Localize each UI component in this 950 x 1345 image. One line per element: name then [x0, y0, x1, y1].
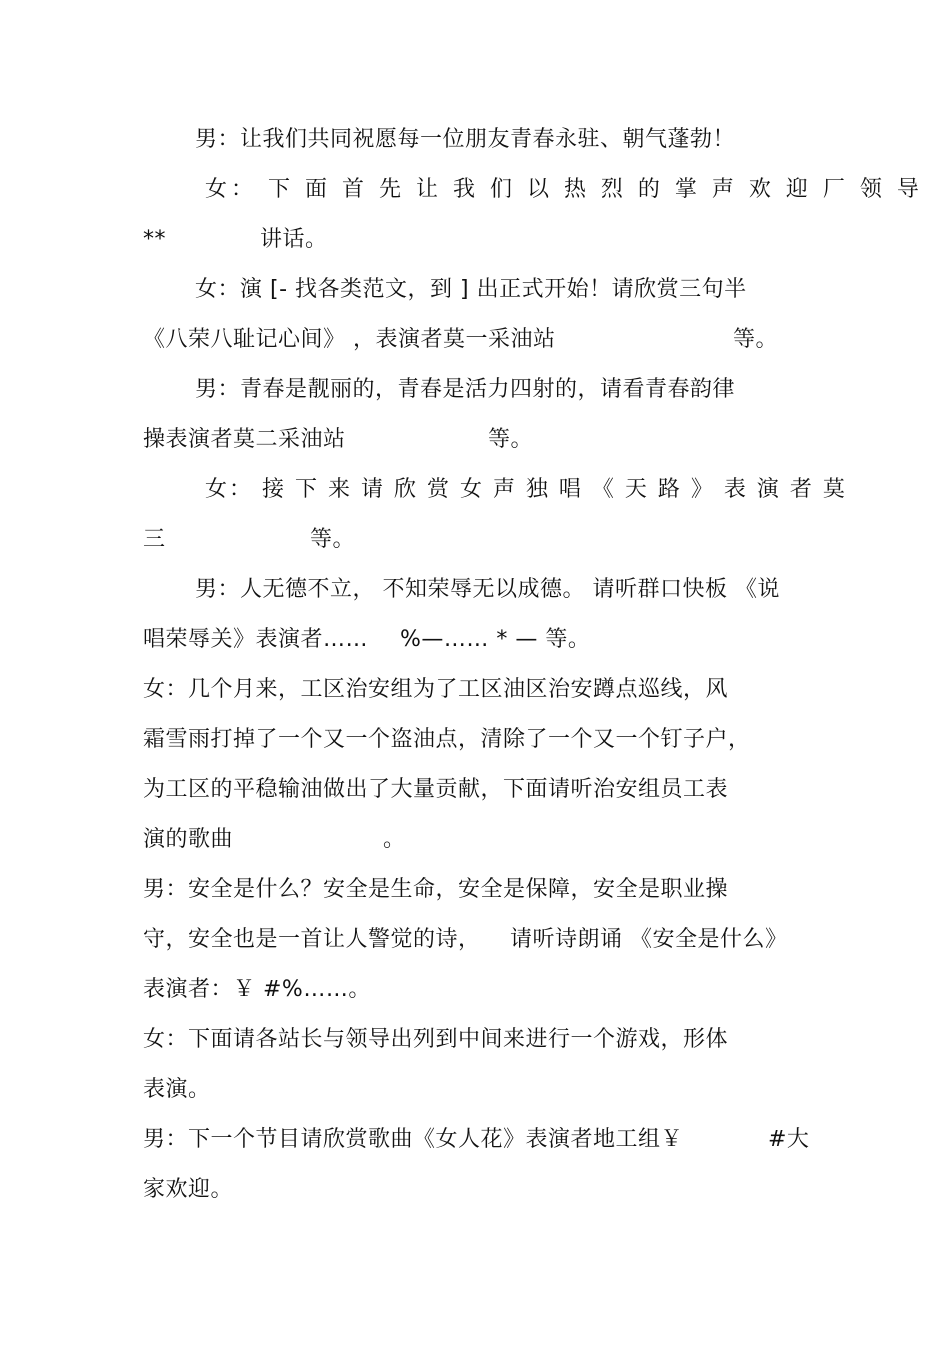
line-4: 女：演 [- 找各类范文，到 ] 出正式开始！请欣赏三句半 [195, 277, 747, 302]
line-3b: 讲话。 [260, 227, 328, 252]
line-7a: 操表演者莫二采油站 [143, 427, 346, 452]
line-7b: 等。 [488, 427, 534, 452]
line-10: 男：人无德不立， 不知荣辱无以成德。 请听群口快板 《说 [195, 577, 780, 602]
line-14: 为工区的平稳输油做出了大量贡献，下面请听治安组员工表 [143, 777, 729, 802]
line-15a: 演的歌曲 [143, 827, 234, 852]
line-11a: 唱荣辱关》表演者…… [143, 627, 369, 652]
line-5a: 《八荣八耻记心间》 ，表演者莫一采油站 [143, 327, 556, 352]
line-2: 女： 下 面 首 先 让 我 们 以 热 烈 的 掌 声 欢 迎 厂 领 导 [205, 177, 923, 202]
line-11b: %—…… * — 等。 [400, 627, 591, 652]
line-18: 表演者：￥ #%……。 [143, 977, 371, 1002]
line-16: 男：安全是什么？安全是生命，安全是保障，安全是职业操 [143, 877, 729, 902]
line-9a: 三 [143, 527, 166, 552]
line-17b: 请听诗朗诵 《安全是什么》 [510, 927, 788, 952]
line-9b: 等。 [310, 527, 356, 552]
line-17a: 守，安全也是一首让人警觉的诗， [143, 927, 481, 952]
line-15b: 。 [383, 827, 406, 852]
line-22: 家欢迎。 [143, 1177, 234, 1202]
line-19: 女：下面请各站长与领导出列到中间来进行一个游戏，形体 [143, 1027, 729, 1052]
line-12: 女：几个月来，工区治安组为了工区油区治安蹲点巡线，风 [143, 677, 729, 702]
line-13: 霜雪雨打掉了一个又一个盗油点，清除了一个又一个钉子户， [143, 727, 751, 752]
line-1: 男：让我们共同祝愿每一位朋友青春永驻、朝气蓬勃！ [195, 127, 736, 152]
line-20: 表演。 [143, 1077, 211, 1102]
line-6: 男：青春是靓丽的，青春是活力四射的，请看青春韵律 [195, 377, 736, 402]
line-3a: ** [143, 227, 166, 252]
line-21a: 男：下一个节目请欣赏歌曲《女人花》表演者地工组￥ [143, 1127, 684, 1152]
line-8: 女： 接 下 来 请 欣 赏 女 声 独 唱 《 天 路 》 表 演 者 莫 [205, 477, 847, 502]
line-5b: 等。 [733, 327, 779, 352]
line-21b: #大 [768, 1127, 810, 1152]
